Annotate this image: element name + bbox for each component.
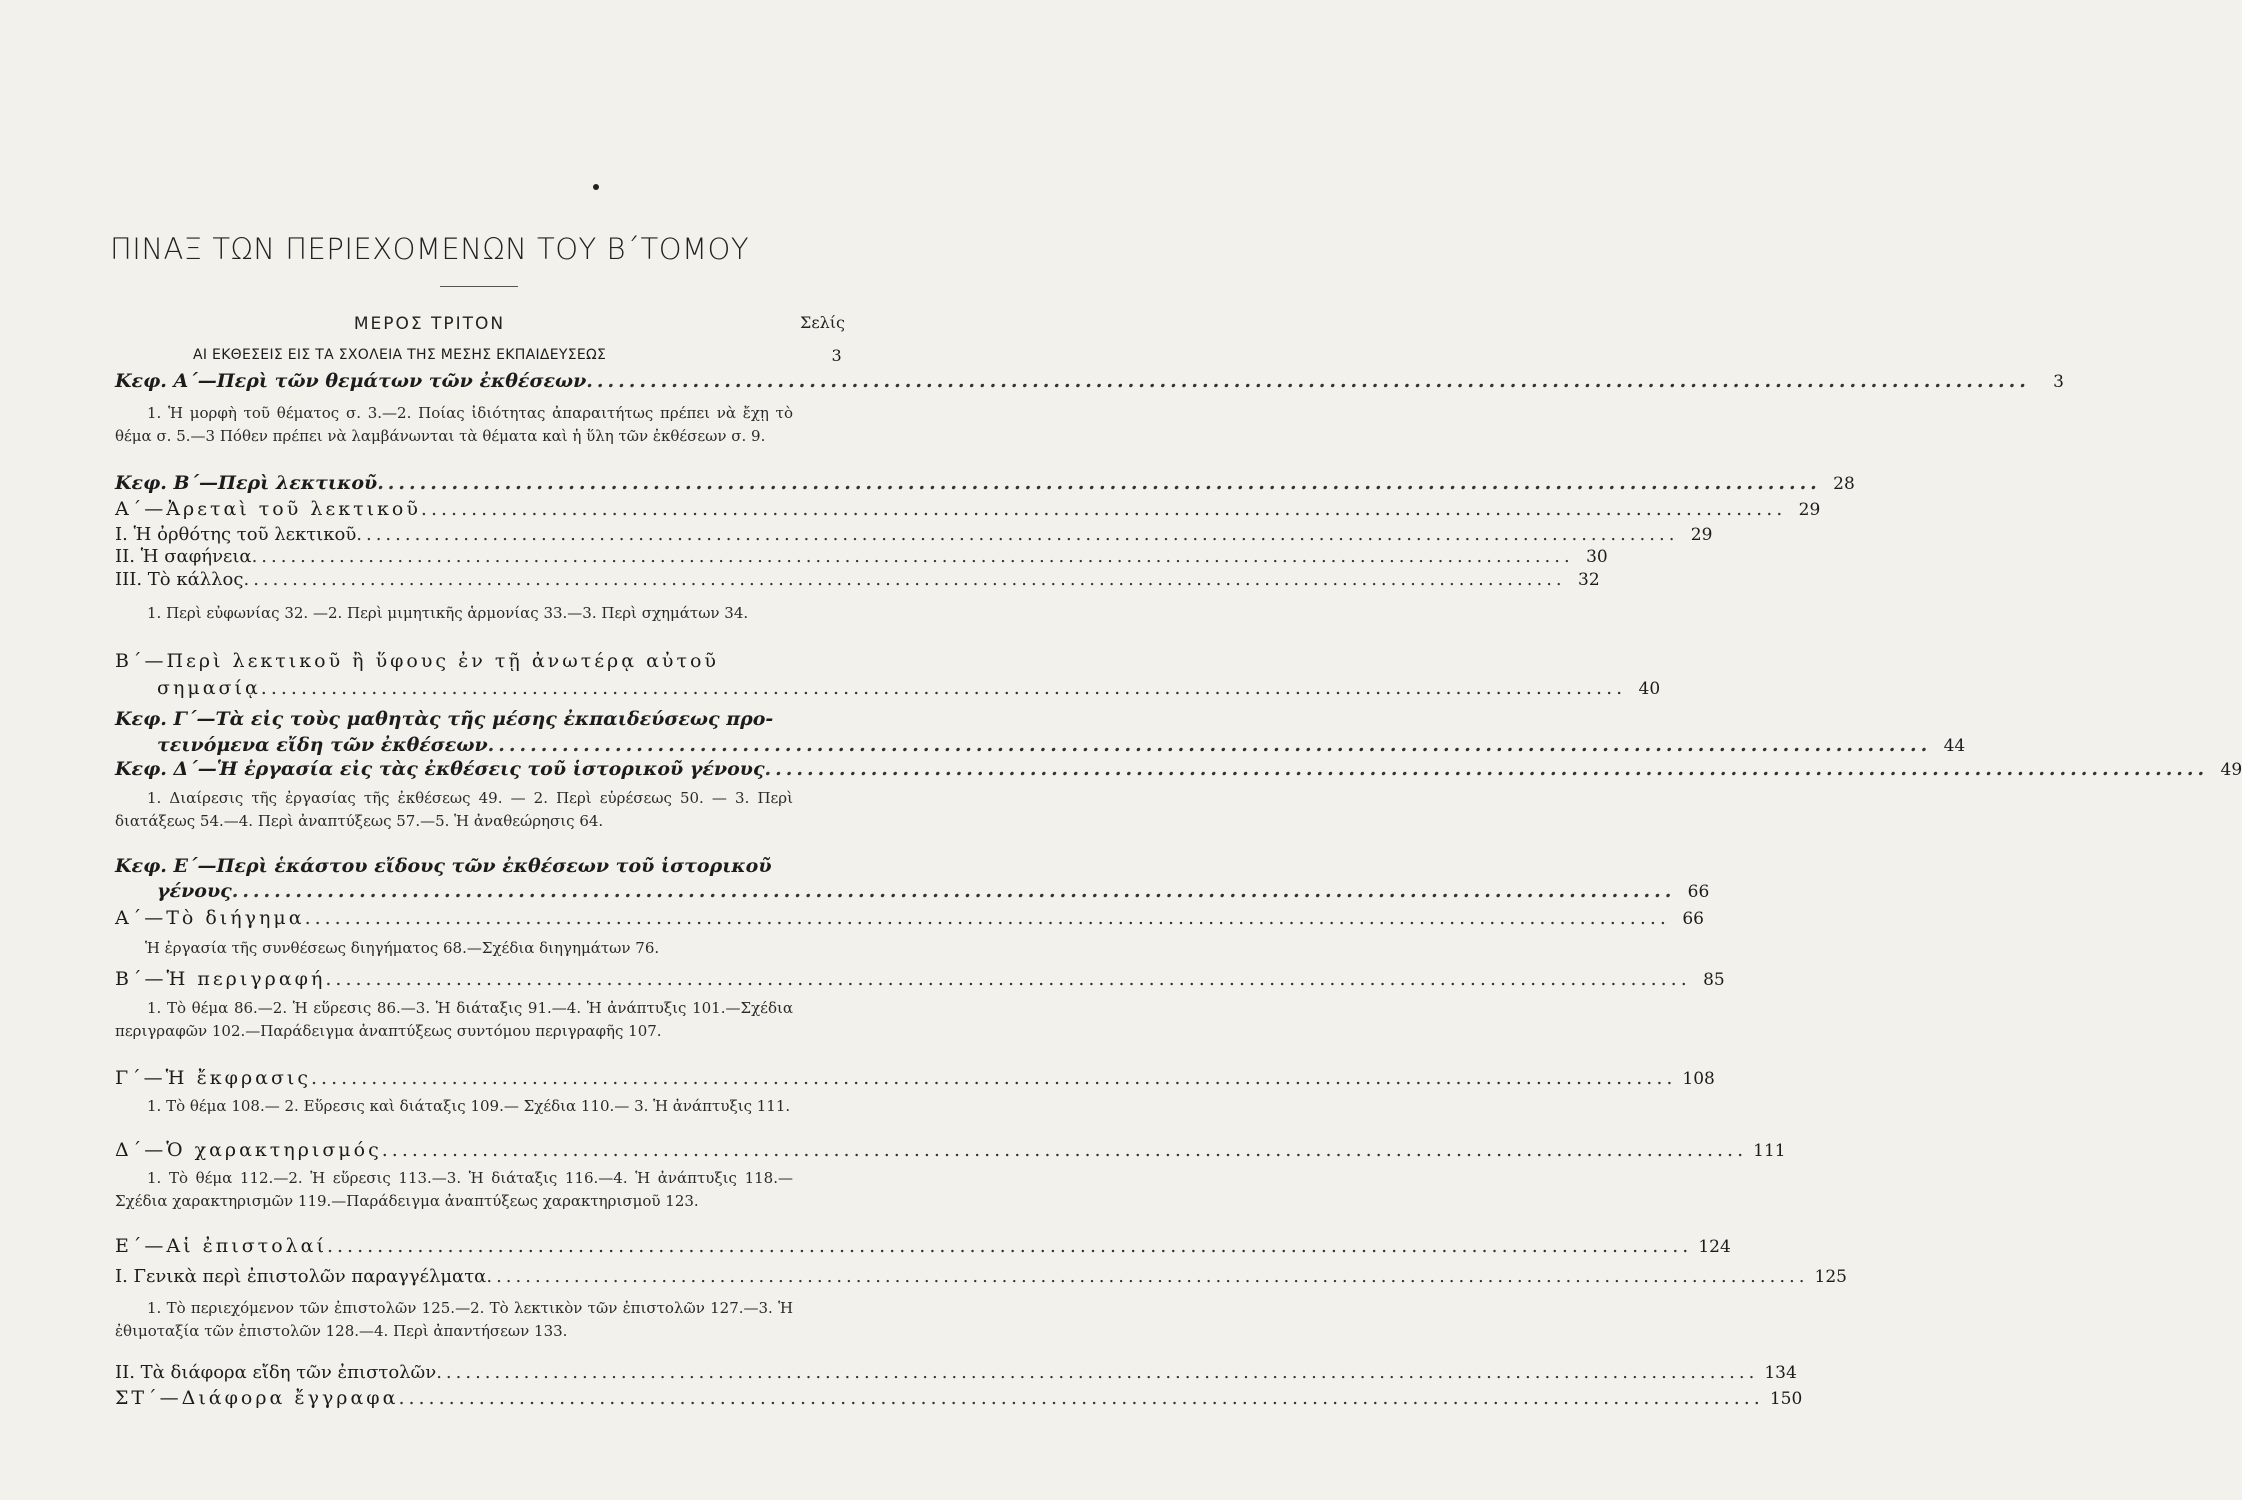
- leader-dots: [586, 370, 2030, 392]
- toc-entry-label: Ε΄—Αἱ ἐπιστολαί: [115, 1235, 327, 1257]
- toc-entry-page: 85: [1703, 970, 1725, 990]
- toc-note: 1. Διαίρεσις τῆς ἐργασίας τῆς ἐκθέσεως 49. — 2. Περὶ εὑρέσεως 50. — 3. Περὶ διατάξεως 54.—4. Περὶ ἀναπτύξεως 57.—5. Ἡ ἀναθεώρησις 64.: [115, 789, 793, 830]
- toc-entry-label: Κεφ. Γ΄—Τὰ εἰς τοὺς μαθητὰς τῆς μέσης ἐκπαιδεύσεως προ-: [115, 708, 774, 730]
- title-divider: [440, 286, 518, 287]
- toc-entry-label: ΙΙ. Τὰ διάφορα εἴδη τῶν ἐπιστολῶν: [115, 1362, 437, 1383]
- toc-entry-page: 111: [1753, 1141, 1786, 1161]
- toc-entry-page: 134: [1764, 1363, 1797, 1383]
- toc-entry-label: Β΄—Περὶ λεκτικοῦ ἢ ὕφους ἐν τῇ ἀνωτέρᾳ αὐτοῦ: [115, 650, 719, 672]
- toc-note: 1. Περὶ εὐφωνίας 32. —2. Περὶ μιμητικῆς ἁρμονίας 33.—3. Περὶ σχημάτων 34.: [147, 604, 749, 622]
- toc-entry: [115, 1266, 1847, 1287]
- toc-entry-label: Δ΄—Ὁ χαρακτηρισμός: [115, 1139, 382, 1161]
- toc-entry: [115, 708, 845, 730]
- toc-entry-page: 49: [2220, 760, 2242, 780]
- toc-entry-label: Ι. Γενικὰ περὶ ἐπιστολῶν παραγγέλματα: [115, 1266, 487, 1287]
- toc-entry-label: ΙΙ. Ἡ σαφήνεια: [115, 546, 252, 567]
- toc-entry-continuation: [157, 734, 1966, 756]
- toc-entry-page: 44: [1943, 736, 1966, 756]
- toc-entry-page: 66: [1682, 909, 1704, 929]
- toc-entry: [115, 968, 1725, 990]
- toc-note: 1. Ἡ μορφὴ τοῦ θέματος σ. 3.—2. Ποίας ἰδιότητας ἀπαραιτήτως πρέπει νὰ ἔχῃ τὸ θέμα σ. 5.—3 Πόθεν πρέπει νὰ λαμβάνωνται τὰ θέματα καὶ ἡ ὕλη τῶν ἐκθέσεων σ. 9.: [115, 404, 793, 445]
- toc-entry-page: 108: [1682, 1069, 1715, 1089]
- toc-note: 1. Τὸ θέμα 86.—2. Ἡ εὕρεσις 86.—3. Ἡ διάταξις 91.—4. Ἡ ἀνάπτυξις 101.—Σχέδια περιγραφῶν 102.—Παράδειγμα ἀναπτύξεως συντόμου περιγραφῆς 107.: [115, 999, 793, 1040]
- toc-entry: [115, 569, 1600, 590]
- toc-entry-label: ΣΤ΄—Διάφορα ἔγγραφα: [115, 1387, 399, 1409]
- leader-dots: [421, 498, 1786, 520]
- toc-entry-label: γένους: [157, 880, 232, 902]
- leader-dots: [252, 546, 1574, 567]
- part-title: ΜΕΡΟΣ ΤΡΙΤΟΝ: [353, 314, 506, 334]
- toc-entry-label: Γ΄—Ἡ ἔκφρασις: [115, 1067, 312, 1089]
- toc-entry: [115, 907, 1704, 929]
- toc-entry: [115, 498, 1821, 520]
- toc-entry: [115, 1362, 1797, 1383]
- toc-entry-page: 32: [1578, 570, 1600, 590]
- toc-entry: [115, 1067, 1715, 1089]
- leader-dots: [488, 734, 1932, 756]
- toc-entry-continuation: [157, 880, 1710, 902]
- toc-entry-label: Κεφ. Α΄—Περὶ τῶν θεμάτων τῶν ἐκθέσεων: [115, 370, 587, 392]
- toc-entry: [115, 855, 845, 877]
- leader-dots: [305, 907, 1670, 929]
- page-title: ΠΙΝΑΞ ΤΩΝ ΠΕΡΙΕΧΟΜΕΝΩΝ ΤΟΥ Β΄ΤΟΜΟΥ: [110, 232, 750, 266]
- toc-entry-label: Ι. Ἡ ὀρθότης τοῦ λεκτικοῦ: [115, 524, 357, 545]
- toc-entry: [115, 758, 2242, 780]
- leader-dots: [382, 1139, 1747, 1161]
- section-heading: [193, 347, 853, 363]
- toc-entry: [115, 370, 2064, 392]
- leader-dots: [232, 880, 1676, 902]
- section-heading-page: 3: [831, 346, 842, 365]
- leader-dots: [765, 758, 2209, 780]
- toc-entry-page: 66: [1687, 882, 1710, 902]
- toc-entry-page: 29: [1798, 500, 1821, 520]
- leader-dots: [356, 524, 1678, 545]
- toc-entry-page: 29: [1690, 525, 1713, 545]
- toc-entry-label: ΙΙΙ. Τὸ κάλλος: [115, 569, 244, 590]
- toc-entry-label: Β΄—Ἡ περιγραφή: [115, 968, 326, 990]
- toc-entry: [115, 650, 845, 672]
- toc-entry-page: 3: [2053, 372, 2064, 392]
- toc-note: 1. Τὸ περιεχόμενον τῶν ἐπιστολῶν 125.—2. Τὸ λεκτικὸν τῶν ἐπιστολῶν 127.—3. Ἡ ἐθιμοταξία τῶν ἐπιστολῶν 128.—4. Περὶ ἀπαντήσεων 133.: [115, 1299, 793, 1340]
- page-column-header: Σελίς: [800, 313, 845, 332]
- toc-entry: [115, 1235, 1731, 1257]
- leader-dots: [243, 569, 1565, 590]
- toc-entry-page: 40: [1638, 679, 1661, 699]
- toc-entry-label: Α΄—Ἀρεταὶ τοῦ λεκτικοῦ: [115, 498, 421, 520]
- toc-entry-page: 30: [1586, 547, 1608, 567]
- toc-note: 1. Τὸ θέμα 108.— 2. Εὕρεσις καὶ διάταξις 109.— Σχέδια 110.— 3. Ἡ ἀνάπτυξις 111.: [147, 1097, 791, 1115]
- toc-entry: [115, 546, 1608, 567]
- leader-dots: [327, 1235, 1692, 1257]
- leader-dots: [436, 1362, 1758, 1383]
- toc-entry-label: Α΄—Τὸ διήγημα: [115, 907, 305, 929]
- toc-entry-label: Κεφ. Δ΄—Ἡ ἐργασία εἰς τὰς ἐκθέσεις τοῦ ἱστορικοῦ γένους: [115, 758, 765, 780]
- toc-entry-label: Κεφ. Ε΄—Περὶ ἑκάστου εἴδους τῶν ἐκθέσεων τοῦ ἱστορικοῦ: [115, 855, 772, 877]
- toc-entry-label: τεινόμενα εἴδη τῶν ἐκθέσεων: [157, 734, 488, 756]
- leader-dots: [311, 1067, 1676, 1089]
- toc-note: Ἡ ἐργασία τῆς συνθέσεως διηγήματος 68.—Σχέδια διηγημάτων 76.: [145, 939, 660, 957]
- toc-entry: [115, 1139, 1786, 1161]
- toc-entry: [115, 1387, 1803, 1409]
- toc-entry-label: Κεφ. Β΄—Περὶ λεκτικοῦ: [115, 472, 378, 494]
- section-heading-label: ΑΙ ΕΚΘΕΣΕΙΣ ΕΙΣ ΤΑ ΣΧΟΛΕΙΑ ΤΗΣ ΜΕΣΗΣ ΕΚΠΑΙΔΕΥΣΕΩΣ: [193, 347, 607, 363]
- toc-entry: [115, 524, 1713, 545]
- toc-entry: [115, 472, 1855, 494]
- toc-entry-page: 124: [1698, 1237, 1731, 1257]
- toc-entry-page: 125: [1814, 1267, 1847, 1287]
- leader-dots: [486, 1266, 1808, 1287]
- toc-entry-page: 28: [1833, 474, 1855, 494]
- leader-dots: [261, 677, 1626, 699]
- leader-dots: [325, 968, 1690, 990]
- toc-entry-page: 150: [1769, 1389, 1803, 1409]
- toc-note: 1. Τὸ θέμα 112.—2. Ἡ εὕρεσις 113.—3. Ἡ διάταξις 116.—4. Ἡ ἀνάπτυξις 118.—Σχέδια χαρακτηρισμῶν 119.—Παράδειγμα ἀναπτύξεως χαρακτηρισμοῦ 123.: [115, 1169, 793, 1210]
- toc-entry-continuation: [157, 677, 1661, 699]
- toc-entry-label: σημασίᾳ: [157, 677, 261, 699]
- leader-dots: [377, 472, 1821, 494]
- ink-dot: [593, 184, 599, 190]
- leader-dots: [398, 1387, 1763, 1409]
